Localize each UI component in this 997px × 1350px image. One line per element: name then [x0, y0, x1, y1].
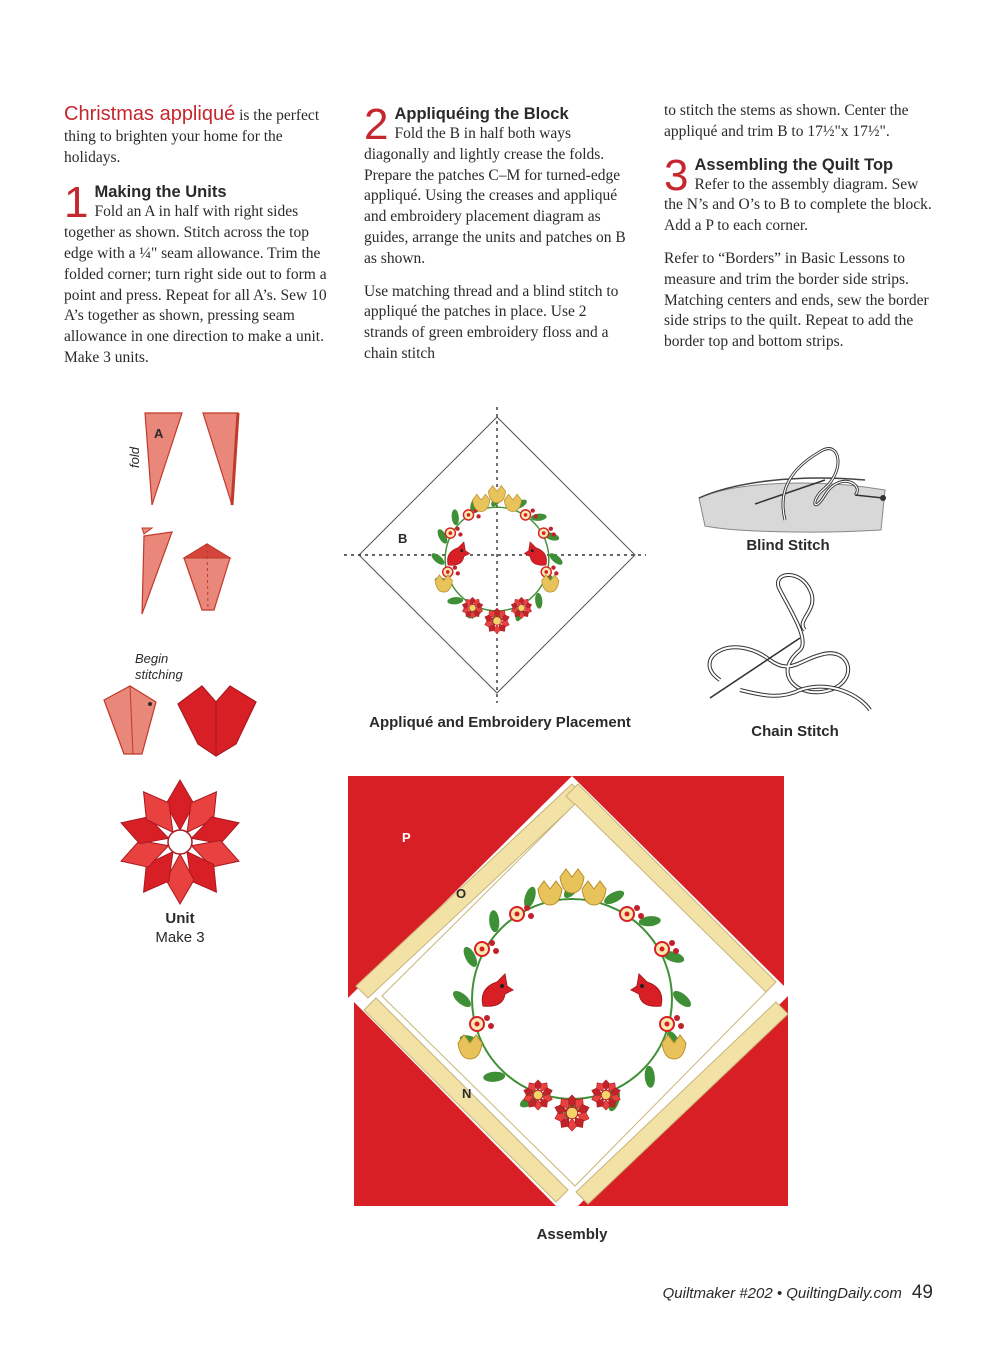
unit-make3: Make 3: [155, 929, 205, 946]
page-number: 49: [911, 1282, 933, 1303]
column-1: [64, 104, 334, 369]
step-1: [64, 178, 334, 368]
fold-diagram: [120, 410, 250, 510]
blind-stitch-diagram: [695, 440, 895, 535]
placement-caption: Appliqué and Embroidery Placement: [369, 714, 631, 731]
footer-source: Quiltmaker #202 • QuiltingDaily.com: [662, 1285, 902, 1302]
step-2-number: 2: [364, 100, 389, 149]
assembly-diagram: [346, 774, 792, 1212]
step-1-body: Fold an A in half with right sides together as shown. Stitch across the top edge with a ¼" seam allowance. Trim the folded corner; turn right side out to form a point and press. Repeat for all A’s. Sew 10 A’s together as shown, pressing seam allowance in one direction to make a unit. Make 3 units.: [64, 203, 327, 366]
label-fold: fold: [127, 447, 142, 468]
unit-poinsettia: [116, 778, 244, 906]
stitch-trim-diagram: [136, 524, 256, 616]
step-3: [664, 150, 934, 237]
label-b: B: [398, 531, 408, 546]
assembly-caption: Assembly: [536, 1226, 608, 1243]
label-n: N: [462, 1086, 472, 1101]
label-o: O: [456, 886, 467, 901]
step-2-body: Fold the B in half both ways diagonally and lightly crease the folds. Prepare the patches C–M for turned-edge appliqué. Using the creases and appliqué and embroidery placement diagram as guides, arrange the units and patches on B as shown.: [364, 125, 626, 267]
step-2-continued: to stitch the stems as shown. Center the appliqué and trim B to 17½"x 17½".: [664, 102, 909, 140]
placement-diagram: [340, 405, 650, 705]
intro-paragraph: [64, 104, 334, 168]
step-1-heading: Making the Units: [94, 183, 227, 202]
blind-stitch-caption: Blind Stitch: [746, 537, 830, 554]
step-2-body-2: Use matching thread and a blind stitch to appliqué the patches in place. Use 2 strands of green embroidery floss and a chain stitch: [364, 282, 619, 362]
page-footer: [663, 1282, 933, 1304]
begin-stitching-label: Begin stitching: [135, 651, 183, 682]
step-2: [364, 100, 626, 270]
step-2-heading: Appliquéing the Block: [394, 105, 569, 123]
intro-text: is the perfect thing to brighten your home for the holidays.: [64, 107, 320, 166]
step-3-body: Refer to the assembly diagram. Sew the N’s and O’s to B to complete the block. Add a P to each corner.: [664, 175, 932, 235]
column-2: [364, 100, 626, 377]
column-3: [664, 101, 934, 365]
step-3-number: 3: [664, 150, 689, 200]
step-3-body-2: Refer to “Borders” in Basic Lessons to measure and trim the border side strips. Matching centers and ends, sew the border side strips to the quilt. Repeat to add the border top and bottom strips.: [664, 249, 929, 351]
label-a: A: [154, 426, 164, 441]
chain-stitch-diagram: [700, 570, 890, 720]
step-1-number: 1: [64, 178, 89, 228]
label-p: P: [402, 830, 411, 845]
chain-stitch-caption: Chain Stitch: [751, 723, 839, 740]
stitched-points-diagram: [102, 680, 262, 760]
step-3-heading: Assembling the Quilt Top: [694, 155, 894, 174]
intro-lead: Christmas appliqué: [64, 103, 236, 125]
unit-caption: Unit: [165, 910, 195, 927]
